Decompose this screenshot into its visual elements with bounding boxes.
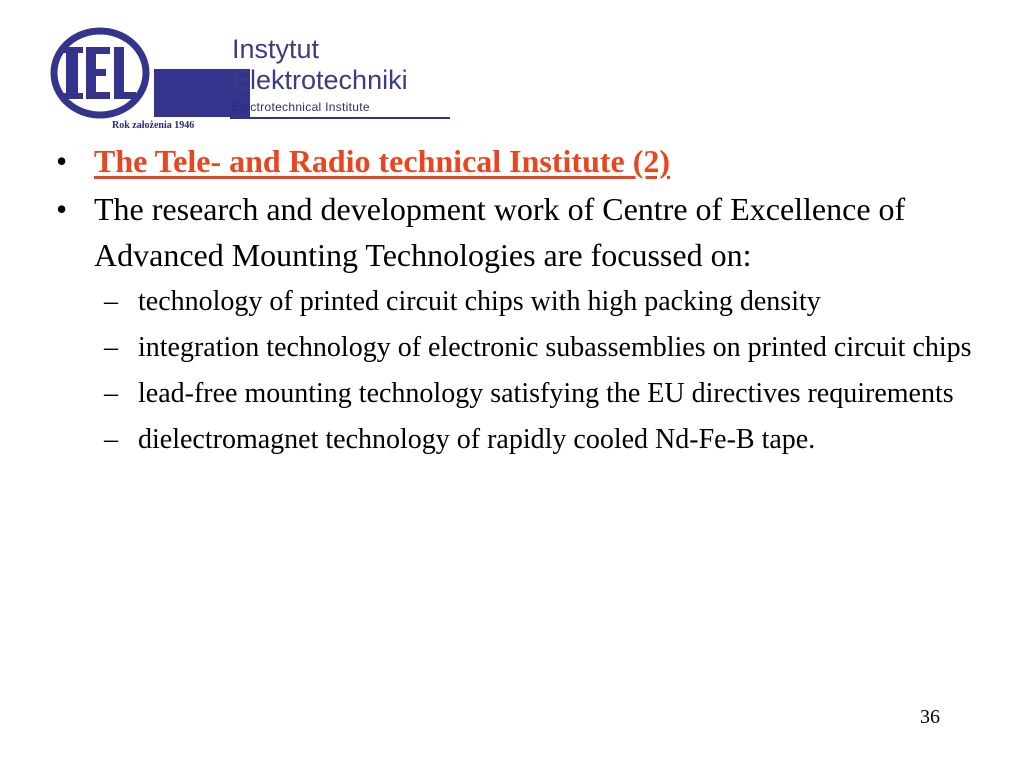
logo-rule — [230, 117, 450, 119]
sub-item-text: integration technology of electronic subassemblies on printed circuit chips — [138, 332, 972, 363]
dash-mark: – — [104, 424, 118, 455]
slide-heading: The Tele- and Radio technical Institute (2) — [94, 143, 671, 179]
logo-subtitle: Electrotechnical Institute — [232, 100, 370, 114]
sub-item — [104, 282, 996, 322]
sub-item-text: lead-free mounting technology satisfying the EU directives requirements — [138, 378, 954, 409]
sub-item-text: technology of printed circuit chips with high packing density — [138, 286, 821, 317]
bullet-mark: • — [56, 143, 68, 179]
dash-mark: – — [104, 332, 118, 363]
sub-item-list — [56, 282, 996, 460]
dash-mark: – — [104, 378, 118, 409]
dash-mark: – — [104, 286, 118, 317]
logo-founded-text: Rok założenia 1946 — [112, 120, 195, 131]
main-bullet-text: The research and development work of Centre of Excellence of Advanced Mounting Technologies are focussed on: — [94, 191, 906, 273]
bullet-mark: • — [56, 191, 68, 227]
sub-item — [104, 420, 996, 460]
institute-logo — [44, 27, 450, 131]
sub-item — [104, 328, 996, 368]
logo-name-line2: Elektrotechniki — [232, 65, 408, 95]
slide-content — [56, 138, 996, 466]
iel-emblem-icon — [44, 27, 208, 119]
sub-item — [104, 374, 996, 414]
main-bullet — [56, 186, 996, 278]
page-number: 36 — [920, 706, 940, 728]
heading-bullet — [56, 138, 996, 184]
sub-item-text: dielectromagnet technology of rapidly cooled Nd-Fe-B tape. — [138, 424, 816, 455]
logo-name-line1: Instytut — [232, 34, 320, 64]
